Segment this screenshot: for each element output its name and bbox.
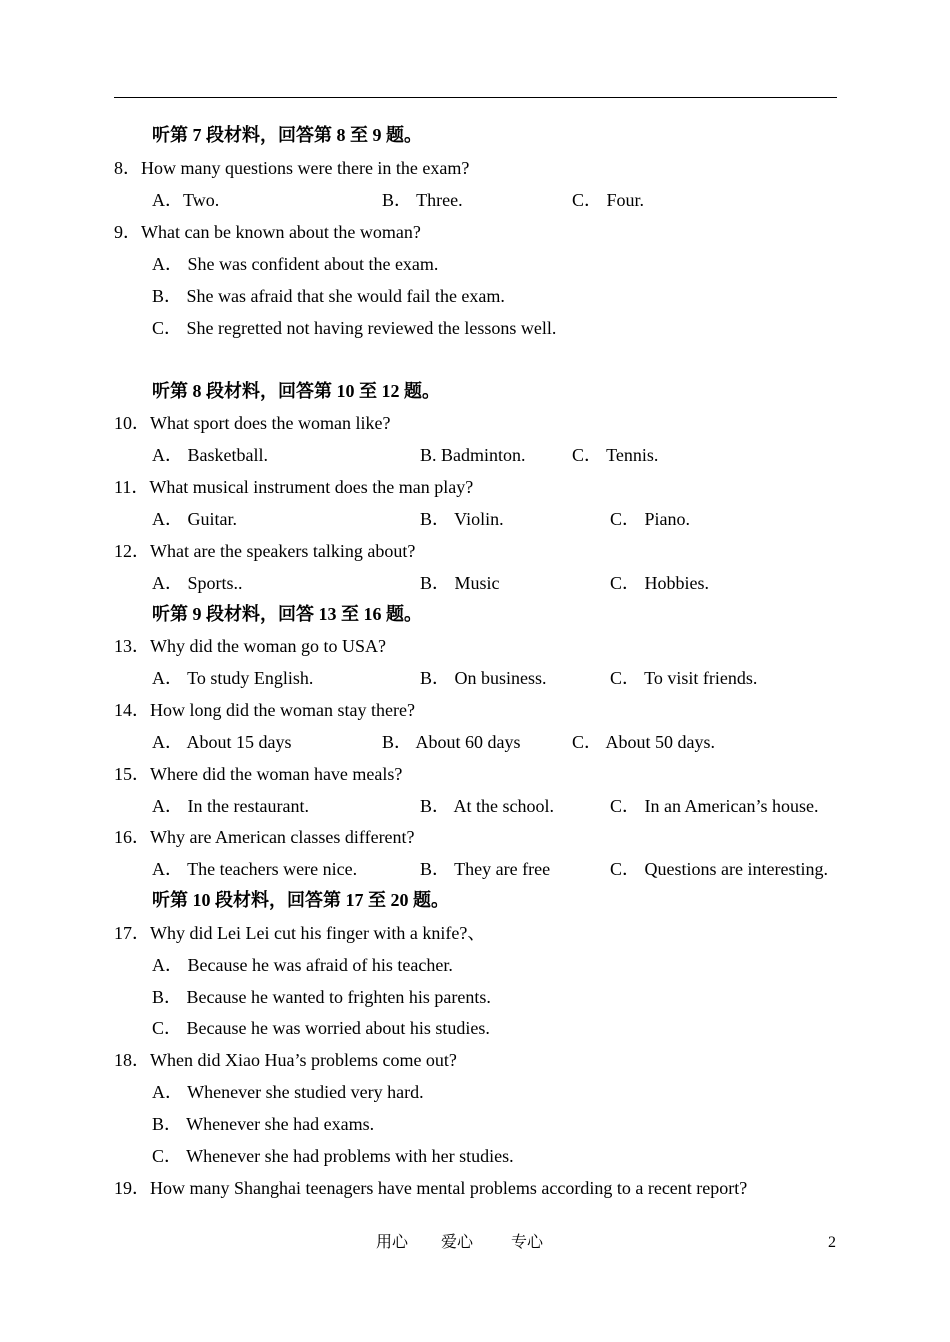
option-a: A．Two. (152, 190, 220, 210)
question-stem: 17．Why did Lei Lei cut his finger with a knife?、 (114, 923, 486, 943)
option-b: B． On business. (420, 668, 547, 688)
question-stem: 12．What are the speakers talking about? (114, 541, 416, 561)
option-b: B． Three. (382, 190, 463, 210)
option-b: B． Music (420, 573, 500, 593)
option-a: A． Because he was afraid of his teacher. (152, 955, 453, 975)
option-c: C． Because he was worried about his studies. (152, 1018, 490, 1038)
option-a: A． The teachers were nice. (152, 859, 358, 879)
question-stem: 14．How long did the woman stay there? (114, 700, 415, 720)
option-c: C． Tennis. (572, 445, 659, 465)
option-b: B． She was afraid that she would fail the exam. (152, 286, 505, 306)
option-b: B． Because he wanted to frighten his parents. (152, 987, 491, 1007)
question-stem: 16．Why are American classes different? (114, 827, 415, 847)
page-number: 2 (828, 1234, 836, 1251)
question-stem: 11．What musical instrument does the man play? (114, 477, 474, 497)
option-a: A． Whenever she studied very hard. (152, 1082, 424, 1102)
option-a: A． She was confident about the exam. (152, 254, 439, 274)
option-c: C． Whenever she had problems with her studies. (152, 1146, 514, 1166)
section-heading: 听第 10 段材料，回答第 17 至 20 题。 (152, 890, 449, 910)
section-heading: 听第 9 段材料，回答 13 至 16 题。 (152, 604, 422, 624)
header-rule (114, 97, 837, 98)
footer-motto-3: 专心 (511, 1234, 544, 1251)
option-c: C． About 50 days. (572, 732, 716, 752)
option-c: C． She regretted not having reviewed the lessons well. (152, 318, 557, 338)
question-stem: 15．Where did the woman have meals? (114, 764, 403, 784)
section-heading: 听第 8 段材料，回答第 10 至 12 题。 (152, 381, 440, 401)
option-b: B. Badminton. (420, 445, 526, 465)
option-a: A． In the restaurant. (152, 796, 309, 816)
option-b: B． Whenever she had exams. (152, 1114, 375, 1134)
question-stem: 13．Why did the woman go to USA? (114, 636, 386, 656)
option-c: C． Piano. (610, 509, 691, 529)
option-c: C． Hobbies. (610, 573, 709, 593)
option-b: B． Violin. (420, 509, 504, 529)
question-stem: 8．How many questions were there in the exam? (114, 158, 470, 178)
option-c: C． Questions are interesting. (610, 859, 828, 879)
option-a: A． Guitar. (152, 509, 237, 529)
option-b: B． They are free (420, 859, 551, 879)
option-c: C． Four. (572, 190, 645, 210)
question-stem: 18．When did Xiao Hua’s problems come out? (114, 1050, 457, 1070)
option-c: C． To visit friends. (610, 668, 758, 688)
option-a: A． To study English. (152, 668, 314, 688)
question-stem: 9．What can be known about the woman? (114, 222, 421, 242)
option-b: B． At the school. (420, 796, 554, 816)
option-b: B． About 60 days (382, 732, 521, 752)
section-heading: 听第 7 段材料，回答第 8 至 9 题。 (152, 125, 422, 145)
question-stem: 19．How many Shanghai teenagers have mental problems according to a recent report? (114, 1178, 748, 1198)
option-a: A． Basketball. (152, 445, 268, 465)
question-stem: 10．What sport does the woman like? (114, 413, 391, 433)
option-a: A． Sports.. (152, 573, 243, 593)
option-c: C． In an American’s house. (610, 796, 819, 816)
footer-motto-1: 用心 (376, 1234, 409, 1251)
footer-motto-2: 爱心 (441, 1234, 474, 1251)
option-a: A． About 15 days (152, 732, 292, 752)
